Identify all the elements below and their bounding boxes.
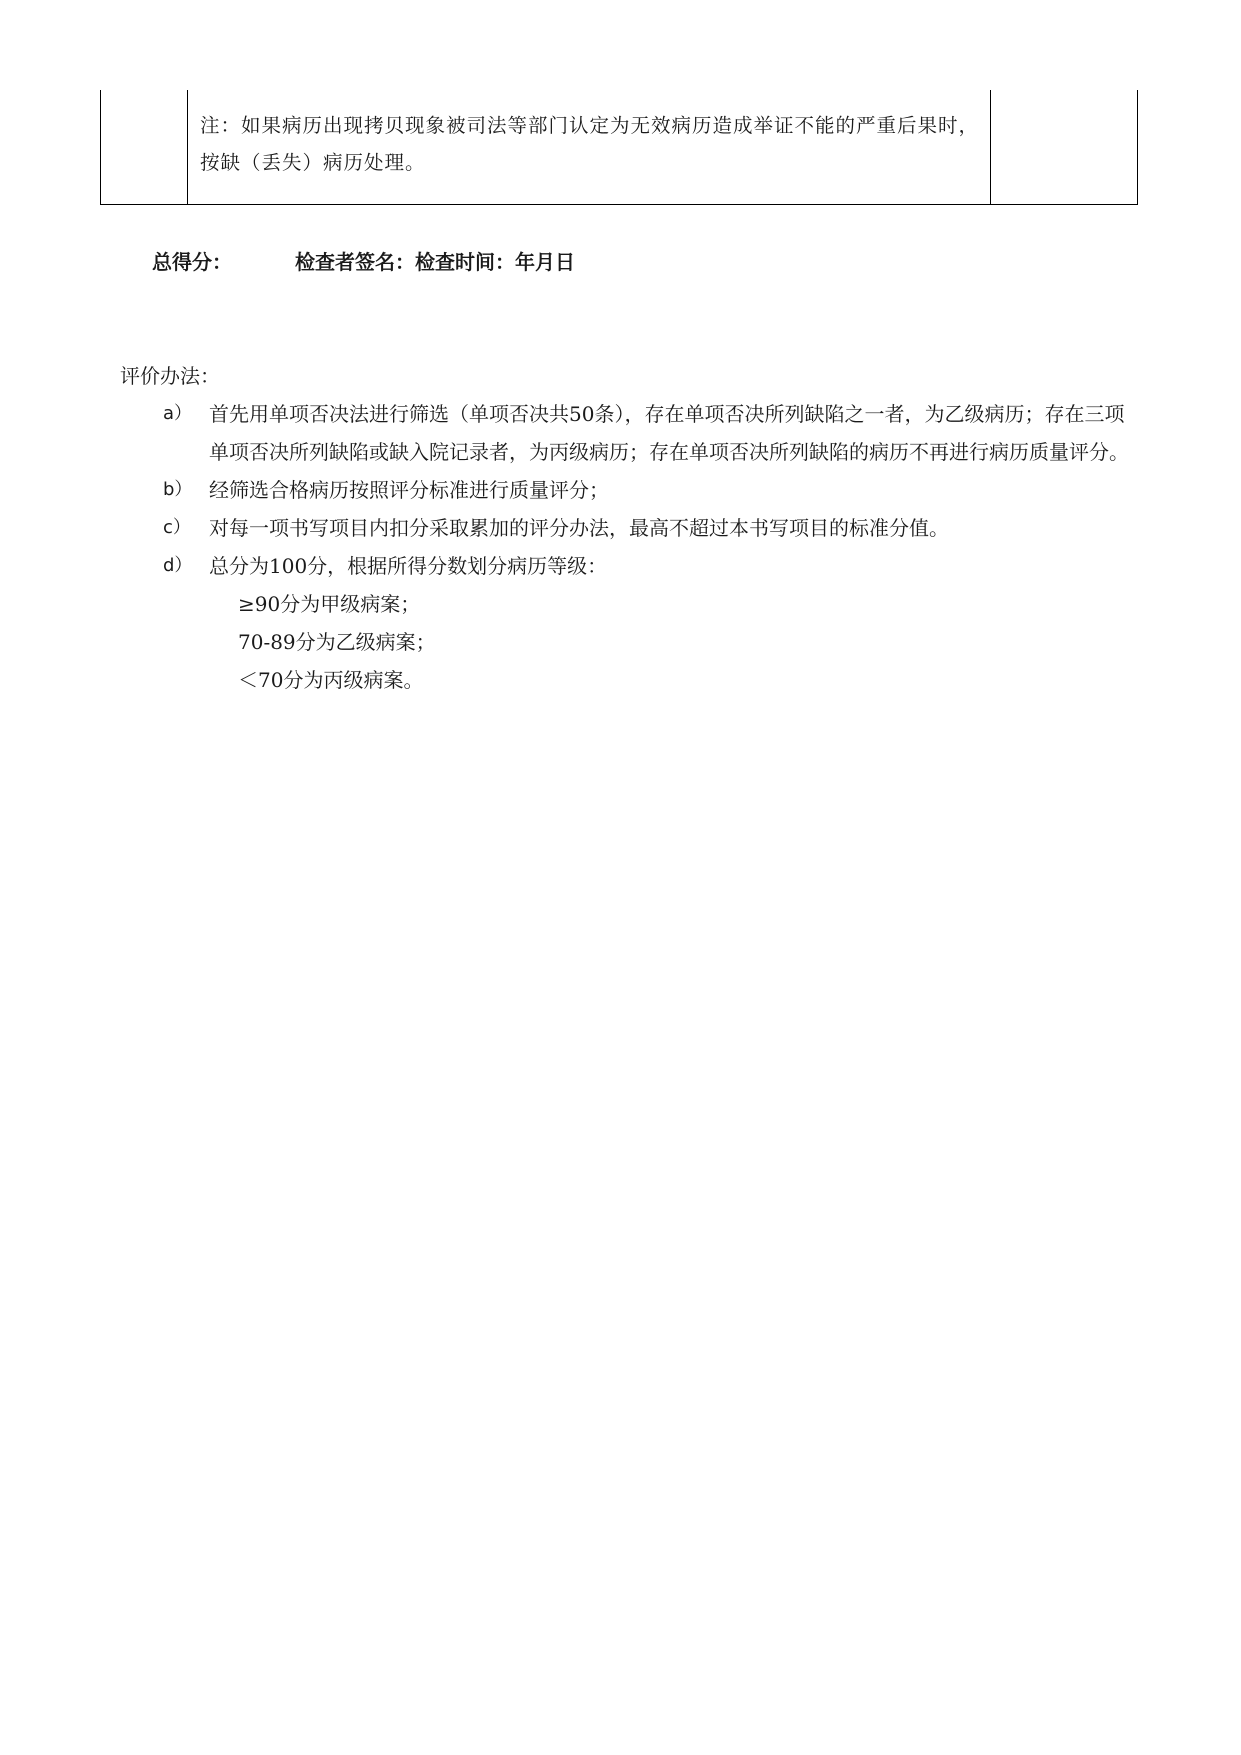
grade-item: ≥90分为甲级病案； <box>238 592 421 616</box>
grade-item: ＜70分为丙级病案。 <box>238 668 424 692</box>
list-item-text: 总分为100分，根据所得分数划分病历等级： <box>209 554 608 578</box>
table-cell-note <box>188 90 991 205</box>
note-text: 注：如果病历出现拷贝现象被司法等部门认定为无效病历造成举证不能的严重后果时，按缺（丢失）病历处理。 <box>200 114 980 174</box>
table-cell-empty-right <box>991 90 1138 205</box>
list-item <box>163 547 1138 699</box>
list-item-text: 对每一项书写项目内扣分采取累加的评分办法，最高不超过本书写项目的标准分值。 <box>209 516 949 540</box>
summary-line <box>152 246 575 275</box>
list-item-marker: c） <box>163 517 191 538</box>
list-item-text: 首先用单项否决法进行筛选（单项否决共50条），存在单项否决所列缺陷之一者，为乙级病历；存在三项单项否决所列缺陷或缺入院记录者，为丙级病历；存在单项否决所列缺陷的病历不再进行病历质量评分。 <box>209 402 1129 464</box>
inspector-signature-label: 检查者签名：检查时间：年月日 <box>295 250 575 274</box>
list-item-marker: b） <box>163 479 193 500</box>
list-item-marker: a） <box>163 403 193 424</box>
list-item <box>163 395 1138 471</box>
list-item <box>163 509 1138 547</box>
table-row <box>101 90 1138 205</box>
table-cell-empty-left <box>101 90 188 205</box>
total-score-label: 总得分： <box>152 250 232 274</box>
list-item <box>163 471 1138 509</box>
grade-item: 70-89分为乙级病案； <box>238 630 436 654</box>
evaluation-method-title: 评价办法： <box>120 364 220 388</box>
grade-list <box>209 585 1138 699</box>
list-item-text: 经筛选合格病历按照评分标准进行质量评分； <box>209 478 609 502</box>
score-table <box>100 90 1138 205</box>
evaluation-method-list <box>163 395 1138 699</box>
list-item-marker: d） <box>163 555 193 576</box>
